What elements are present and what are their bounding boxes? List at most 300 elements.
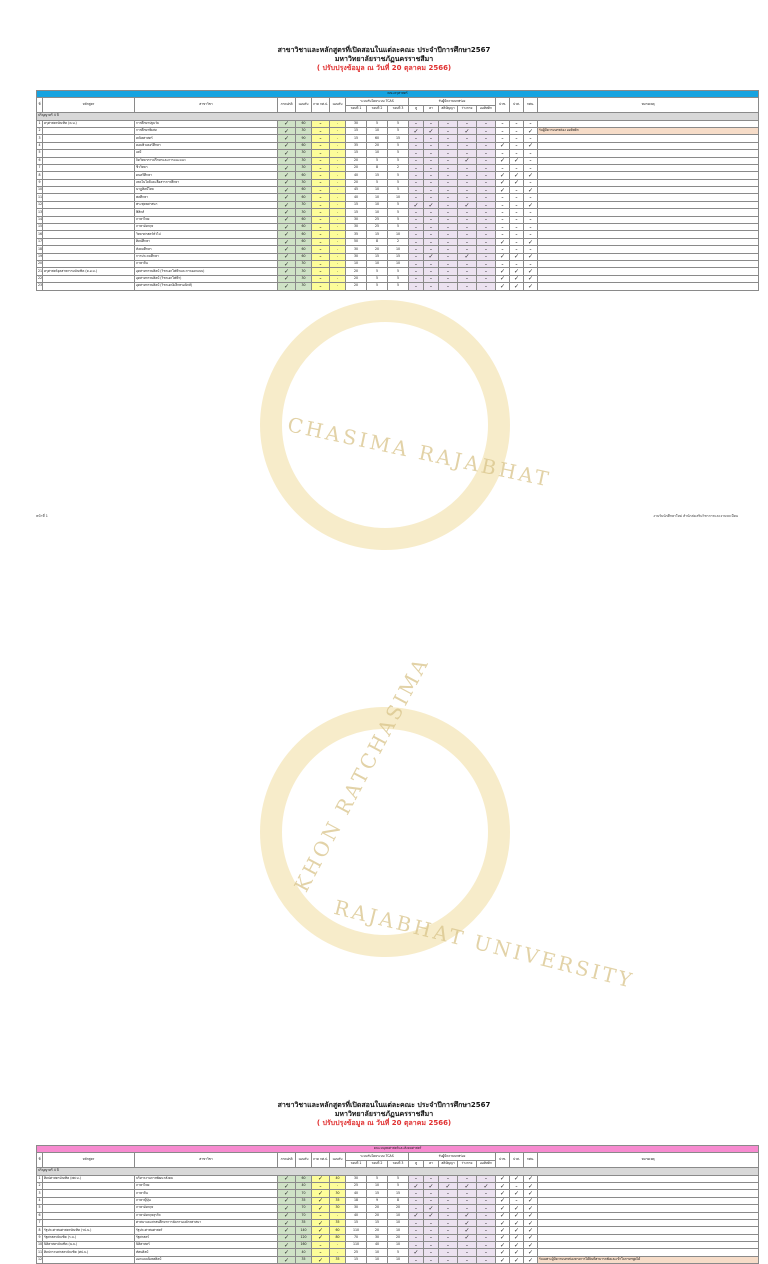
tcas-round-1-cell: 20 [346, 157, 367, 164]
visual-mark: ✓ [424, 253, 439, 260]
major-cell: เทคโนโลยีและสื่อสารการศึกษา [135, 179, 278, 186]
table-row [37, 231, 759, 238]
regular-quota-cell: 30 [296, 164, 312, 171]
regular-program-mark: ✓ [278, 157, 296, 164]
curriculum-cell: รัฐประศาสนศาสตรบัณฑิต (รป.บ.) [43, 1227, 135, 1234]
remark-cell [538, 1197, 759, 1204]
hearing-mark: - [409, 1234, 424, 1241]
hearing-mark: - [409, 209, 424, 216]
remark-cell [538, 1212, 759, 1219]
vc-mark: ✓ [496, 268, 510, 275]
table-row [37, 201, 759, 208]
remark-cell [538, 142, 759, 149]
col-no: ที่ [37, 1153, 43, 1168]
physical-mark: - [458, 1175, 477, 1182]
vc-mark: ✓ [496, 253, 510, 260]
visual-mark: - [424, 1175, 439, 1182]
curriculum-cell: นิติศาสตรบัณฑิต (น.บ.) [43, 1242, 135, 1249]
regular-program-mark: ✓ [278, 275, 296, 282]
table-row [37, 194, 759, 201]
tcas-round-3-cell: 10 [388, 1242, 409, 1249]
remark-cell [538, 238, 759, 245]
hearing-mark: - [409, 187, 424, 194]
hearing-mark: - [409, 238, 424, 245]
special-program-mark: - [312, 172, 330, 179]
physical-mark: ✓ [458, 157, 477, 164]
vd-mark: - [510, 142, 524, 149]
visual-mark: - [424, 172, 439, 179]
tcas-round-2-cell: 5 [367, 157, 388, 164]
special-program-mark: - [312, 283, 330, 290]
hearing-mark: - [409, 246, 424, 253]
special-program-mark: ✓ [312, 1175, 330, 1182]
regular-quota-cell: 60 [296, 120, 312, 127]
tcas-round-2-cell: 25 [367, 216, 388, 223]
hearing-mark: - [409, 268, 424, 275]
autism-mark: - [477, 201, 496, 208]
special-quota-cell: 80 [330, 1234, 346, 1241]
hearing-mark: - [409, 1175, 424, 1182]
tcas-round-3-cell: 5 [388, 1249, 409, 1256]
autism-mark: - [477, 1227, 496, 1234]
intellectual-mark: - [439, 283, 458, 290]
regular-program-mark: ✓ [278, 1249, 296, 1256]
visual-mark: - [424, 1242, 439, 1249]
special-quota-cell: - [330, 253, 346, 260]
hearing-mark: - [409, 275, 424, 282]
vd-mark: - [510, 187, 524, 194]
tcas-round-1-cell: 15 [346, 150, 367, 157]
autism-mark: - [477, 283, 496, 290]
remark-cell [538, 1242, 759, 1249]
vd-mark: - [510, 201, 524, 208]
row-number: 2 [37, 1182, 43, 1189]
physical-mark: - [458, 1242, 477, 1249]
document-title: สาขาวิชาและหลักสูตรที่เปิดสอนในแต่ละคณะ ประจำปีการศึกษา2567 [277, 46, 491, 54]
intellectual-mark: - [439, 1219, 458, 1226]
remark-cell [538, 1219, 759, 1226]
regular-quota-cell: 60 [296, 253, 312, 260]
special-quota-cell: - [330, 260, 346, 267]
col-nfe: กศน. [524, 1153, 538, 1168]
visual-mark: - [424, 246, 439, 253]
physical-mark: - [458, 209, 477, 216]
special-quota-cell: - [330, 172, 346, 179]
major-cell: ภาษาอังกฤษ [135, 1205, 278, 1212]
col-vc: ปวช. [496, 98, 510, 113]
vc-mark: ✓ [496, 187, 510, 194]
vc-mark: - [496, 201, 510, 208]
physical-mark: - [458, 283, 477, 290]
physical-mark: - [458, 224, 477, 231]
nfe-mark: - [524, 120, 538, 127]
remark-cell [538, 231, 759, 238]
physical-mark: - [458, 275, 477, 282]
tcas-round-2-cell: 5 [367, 179, 388, 186]
intellectual-mark: - [439, 201, 458, 208]
table-row [37, 238, 759, 245]
nfe-mark: ✓ [524, 1256, 538, 1263]
physical-mark: - [458, 164, 477, 171]
major-cell: พลศึกษา [135, 194, 278, 201]
intellectual-mark: - [439, 1256, 458, 1263]
col-remark: หมายเหตุ [538, 98, 759, 113]
hearing-mark: - [409, 142, 424, 149]
special-program-mark: - [312, 1249, 330, 1256]
hearing-mark: - [409, 150, 424, 157]
vd-mark: - [510, 150, 524, 157]
vd-mark: - [510, 246, 524, 253]
col-curriculum: หลักสูตร [43, 98, 135, 113]
tcas-round-3-cell: 15 [388, 253, 409, 260]
col-curriculum: หลักสูตร [43, 1153, 135, 1168]
tcas-round-3-cell: 5 [388, 283, 409, 290]
tcas-round-1-cell: 30 [346, 1175, 367, 1182]
tcas-round-3-cell: 10 [388, 246, 409, 253]
col-quota-special: แผนรับ [330, 98, 346, 113]
hearing-mark: - [409, 260, 424, 267]
nfe-mark: ✓ [524, 187, 538, 194]
visual-mark: - [424, 179, 439, 186]
major-cell: ศาสนาและศาสนศึกษาการจัดการองค์กรศาสนา [135, 1219, 278, 1226]
special-program-mark: - [312, 238, 330, 245]
table-row [37, 1205, 759, 1212]
nfe-mark: ✓ [524, 1205, 538, 1212]
col-intellectual: สติปัญญา [439, 1160, 458, 1167]
curriculum-cell [43, 201, 135, 208]
regular-quota-cell: 30 [296, 268, 312, 275]
physical-mark: - [458, 216, 477, 223]
curriculum-cell [43, 260, 135, 267]
tcas-round-3-cell: 5 [388, 172, 409, 179]
tcas-round-2-cell: 15 [367, 1219, 388, 1226]
special-program-mark: ✓ [312, 1234, 330, 1241]
regular-program-mark: ✓ [278, 172, 296, 179]
remark-cell [538, 150, 759, 157]
vd-mark: ✓ [510, 1219, 524, 1226]
row-number: 12 [37, 1256, 43, 1263]
curriculum-cell [43, 127, 135, 134]
major-cell: บริหารงานการพัฒนาสังคม [135, 1175, 278, 1182]
tcas-round-2-cell: 10 [367, 1256, 388, 1263]
tcas-round-1-cell: 30 [346, 120, 367, 127]
autism-mark: - [477, 1242, 496, 1249]
major-cell: อุตสาหกรรมศิลป์ (วิชาเอกอิเล็กทรอนิกส์) [135, 283, 278, 290]
tcas-round-1-cell: 15 [346, 201, 367, 208]
intellectual-mark: - [439, 1227, 458, 1234]
regular-program-mark: ✓ [278, 179, 296, 186]
vc-mark: ✓ [496, 1197, 510, 1204]
intellectual-mark: - [439, 150, 458, 157]
special-quota-cell: - [330, 216, 346, 223]
nfe-mark: ✓ [524, 253, 538, 260]
special-program-mark: - [312, 1212, 330, 1219]
visual-mark: - [424, 231, 439, 238]
tcas-round-1-cell: 35 [346, 231, 367, 238]
faculty-banner: คณะครุศาสตร์ [37, 91, 759, 98]
tcas-round-3-cell: 5 [388, 1175, 409, 1182]
special-quota-cell: - [330, 1212, 346, 1219]
intellectual-mark: - [439, 1175, 458, 1182]
hearing-mark: - [409, 157, 424, 164]
nfe-mark: - [524, 194, 538, 201]
remark-cell [538, 1175, 759, 1182]
vc-mark: ✓ [496, 275, 510, 282]
major-cell: ภาษาไทย [135, 216, 278, 223]
nfe-mark: ✓ [524, 1182, 538, 1189]
regular-program-mark: ✓ [278, 283, 296, 290]
major-cell: พระพุทธศาสนา [135, 201, 278, 208]
vd-mark: ✓ [510, 275, 524, 282]
row-number: 9 [37, 1234, 43, 1241]
seal-watermark-lettering: KHON RATCHASIMA [289, 652, 434, 896]
table-row [37, 179, 759, 186]
tcas-round-2-cell: 40 [367, 1242, 388, 1249]
tcas-round-3-cell: 15 [388, 1190, 409, 1197]
tcas-round-3-cell: 5 [388, 127, 409, 134]
col-round-2: รอบที่ 2 [367, 105, 388, 112]
special-quota-cell: 35 [330, 1197, 346, 1204]
seal-watermark-lettering: CHASIMA RAJABHAT [285, 412, 554, 492]
special-quota-cell: - [330, 209, 346, 216]
special-quota-cell: - [330, 194, 346, 201]
hearing-mark: ✓ [409, 1212, 424, 1219]
tcas-round-2-cell: 5 [367, 275, 388, 282]
row-number: 16 [37, 231, 43, 238]
intellectual-mark: - [439, 260, 458, 267]
table-row [37, 1212, 759, 1219]
regular-program-mark: ✓ [278, 142, 296, 149]
tcas-round-1-cell: 110 [346, 1242, 367, 1249]
col-disabled: รับผู้มีความบกพร่อง [409, 1153, 496, 1160]
tcas-round-1-cell: 35 [346, 142, 367, 149]
regular-quota-cell: 40 [296, 1182, 312, 1189]
col-round-2: รอบที่ 2 [367, 1160, 388, 1167]
vd-mark: - [510, 135, 524, 142]
row-number: 5 [37, 150, 43, 157]
table-row [37, 120, 759, 127]
row-number: 3 [37, 135, 43, 142]
table-row [37, 246, 759, 253]
document-page-2 [0, 512, 768, 1264]
col-vd: ปวส. [510, 98, 524, 113]
nfe-mark: ✓ [524, 268, 538, 275]
vd-mark: - [510, 224, 524, 231]
special-quota-cell: - [330, 164, 346, 171]
regular-quota-cell: 120 [296, 1234, 312, 1241]
autism-mark: - [477, 1190, 496, 1197]
tcas-round-1-cell: 30 [346, 224, 367, 231]
physical-mark: - [458, 179, 477, 186]
major-cell: วิทยาศาสตร์ทั่วไป [135, 231, 278, 238]
regular-program-mark: ✓ [278, 224, 296, 231]
remark-cell [538, 1205, 759, 1212]
regular-program-mark: ✓ [278, 1234, 296, 1241]
vd-mark: ✓ [510, 1227, 524, 1234]
special-quota-cell: - [330, 1182, 346, 1189]
autism-mark: - [477, 1219, 496, 1226]
special-quota-cell: - [330, 187, 346, 194]
physical-mark: ✓ [458, 253, 477, 260]
row-number: 8 [37, 1227, 43, 1234]
tcas-round-1-cell: 45 [346, 187, 367, 194]
visual-mark: - [424, 224, 439, 231]
intellectual-mark: - [439, 238, 458, 245]
tcas-round-3-cell: 5 [388, 1182, 409, 1189]
nfe-mark: - [524, 150, 538, 157]
intellectual-mark: - [439, 172, 458, 179]
tcas-round-3-cell: 5 [388, 187, 409, 194]
regular-quota-cell: 140 [296, 1227, 312, 1234]
col-disabled: รับผู้มีความบกพร่อง [409, 98, 496, 105]
regular-quota-cell: 60 [296, 238, 312, 245]
curriculum-cell [43, 164, 135, 171]
tcas-round-2-cell: 15 [367, 231, 388, 238]
major-cell: ศิลปศึกษา [135, 238, 278, 245]
row-number: 2 [37, 127, 43, 134]
regular-program-mark: ✓ [278, 1182, 296, 1189]
hearing-mark: - [409, 164, 424, 171]
special-program-mark: - [312, 201, 330, 208]
row-number: 9 [37, 179, 43, 186]
row-number: 7 [37, 1219, 43, 1226]
physical-mark: - [458, 246, 477, 253]
col-quota: แผนรับ [296, 1153, 312, 1168]
tcas-round-2-cell: 20 [367, 1212, 388, 1219]
visual-mark: ✓ [424, 1182, 439, 1189]
hearing-mark: - [409, 1197, 424, 1204]
tcas-round-2-cell: 20 [367, 142, 388, 149]
intellectual-mark: ✓ [439, 1182, 458, 1189]
tcas-round-3-cell: 5 [388, 209, 409, 216]
special-program-mark: - [312, 164, 330, 171]
table-row [37, 260, 759, 267]
visual-mark: - [424, 194, 439, 201]
autism-mark: - [477, 260, 496, 267]
visual-mark: - [424, 238, 439, 245]
special-program-mark: - [312, 127, 330, 134]
curriculum-cell [43, 283, 135, 290]
regular-program-mark: ✓ [278, 1256, 296, 1263]
regular-program-mark: ✓ [278, 1190, 296, 1197]
regular-quota-cell: 30 [296, 179, 312, 186]
tcas-round-2-cell: 25 [367, 224, 388, 231]
physical-mark: - [458, 142, 477, 149]
regular-quota-cell: 60 [296, 246, 312, 253]
vd-mark: ✓ [510, 1205, 524, 1212]
major-cell: นิติศาสตร์ [135, 1242, 278, 1249]
vd-mark: - [510, 127, 524, 134]
regular-program-mark: ✓ [278, 1219, 296, 1226]
seal-watermark-lettering: RAJABHAT UNIVERSITY [331, 895, 637, 993]
table-row [37, 224, 759, 231]
tcas-round-1-cell: 30 [346, 253, 367, 260]
hearing-mark: ✓ [409, 201, 424, 208]
physical-mark: - [458, 231, 477, 238]
curriculum-cell: ครุศาสตร์อุตสาหกรรมบัณฑิต (ค.อ.บ.) [43, 268, 135, 275]
regular-program-mark: ✓ [278, 1212, 296, 1219]
remark-cell [538, 260, 759, 267]
row-number: 17 [37, 238, 43, 245]
tcas-round-2-cell: 20 [367, 1205, 388, 1212]
major-cell: ออกแบบนิเทศศิลป์ [135, 1256, 278, 1263]
intellectual-mark: - [439, 268, 458, 275]
tcas-round-2-cell: 5 [367, 1175, 388, 1182]
curriculum-cell [43, 231, 135, 238]
tcas-round-1-cell: 50 [346, 238, 367, 245]
vc-mark: - [496, 209, 510, 216]
curriculum-cell: ศิลปศาสตรบัณฑิต (ศศ.บ.) [43, 1175, 135, 1182]
regular-program-mark: ✓ [278, 231, 296, 238]
vd-mark: ✓ [510, 253, 524, 260]
nfe-mark: - [524, 216, 538, 223]
vc-mark: ✓ [496, 1182, 510, 1189]
nfe-mark: ✓ [524, 283, 538, 290]
curriculum-cell [43, 209, 135, 216]
visual-mark: - [424, 1249, 439, 1256]
remark-cell [538, 179, 759, 186]
nfe-mark: ✓ [524, 1242, 538, 1249]
vc-mark: ✓ [496, 283, 510, 290]
vd-mark: - [510, 194, 524, 201]
remark-cell [538, 253, 759, 260]
vd-mark: ✓ [510, 1234, 524, 1241]
autism-mark: - [477, 1212, 496, 1219]
vc-mark: ✓ [496, 1234, 510, 1241]
special-quota-cell: - [330, 157, 346, 164]
vd-mark: ✓ [510, 1175, 524, 1182]
intellectual-mark: - [439, 120, 458, 127]
intellectual-mark: - [439, 194, 458, 201]
regular-quota-cell: 30 [296, 275, 312, 282]
col-special: ภาค กศ.ป. [312, 98, 330, 113]
major-cell: ชีววิทยา [135, 164, 278, 171]
row-number: 10 [37, 187, 43, 194]
nfe-mark: - [524, 231, 538, 238]
visual-mark: - [424, 150, 439, 157]
tcas-round-2-cell: 10 [367, 1249, 388, 1256]
tcas-round-3-cell: 20 [388, 1234, 409, 1241]
tcas-round-3-cell: 10 [388, 1256, 409, 1263]
regular-quota-cell: 70 [296, 1190, 312, 1197]
major-cell: การศึกษาปฐมวัย [135, 120, 278, 127]
row-number: 23 [37, 283, 43, 290]
autism-mark: - [477, 142, 496, 149]
major-cell: เคมี [135, 150, 278, 157]
row-number: 4 [37, 1197, 43, 1204]
nfe-mark: ✓ [524, 1227, 538, 1234]
remark-cell [538, 275, 759, 282]
regular-program-mark: ✓ [278, 135, 296, 142]
footer-page-number: หน้าที่ 1 [36, 514, 48, 518]
visual-mark: - [424, 142, 439, 149]
special-quota-cell: - [330, 135, 346, 142]
tcas-round-2-cell: 15 [367, 1190, 388, 1197]
tcas-round-1-cell: 10 [346, 260, 367, 267]
nfe-mark: ✓ [524, 127, 538, 134]
hearing-mark: - [409, 194, 424, 201]
physical-mark: - [458, 260, 477, 267]
curriculum-cell [43, 157, 135, 164]
physical-mark: ✓ [458, 127, 477, 134]
table-row [37, 216, 759, 223]
col-intellectual: สติปัญญา [439, 105, 458, 112]
table-row [37, 142, 759, 149]
special-quota-cell: - [330, 142, 346, 149]
major-cell: สังคมศึกษา [135, 246, 278, 253]
table-row [37, 268, 759, 275]
tcas-round-1-cell: 18 [346, 1197, 367, 1204]
